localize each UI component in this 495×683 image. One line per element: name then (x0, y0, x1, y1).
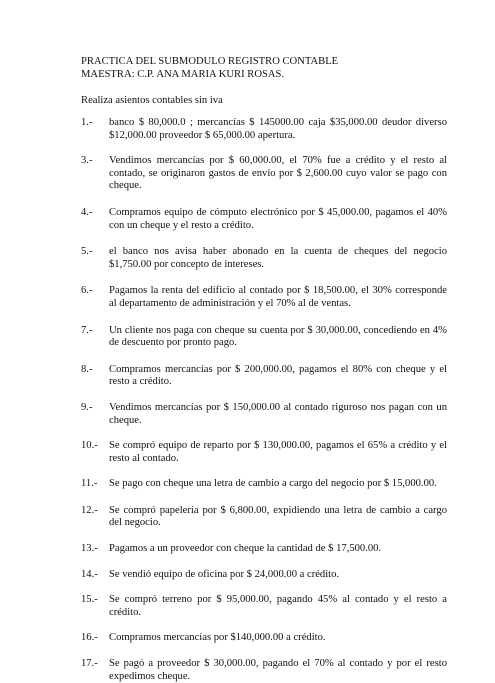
exercise-number: 7.- (81, 324, 93, 336)
exercise-text: Pagamos a un proveedor con cheque la cantidad de $ 17,500.00. (109, 543, 382, 555)
exercise-item (81, 207, 447, 232)
exercise-item (81, 402, 447, 427)
exercise-text: banco $ 80,000.0 ; mercancías $ 145000.00 caja $35,000.00 deudor diverso $12,000.00 proveedor $ 65,000.00 apertura. (109, 117, 447, 141)
exercise-number: 11.- (81, 478, 98, 490)
exercise-item (81, 478, 447, 491)
exercise-text: Compramos mercancías por $140,000.00 a crédito. (109, 632, 326, 644)
exercise-list (81, 117, 447, 683)
exercise-text: Se compró papelería por $ 6,800.00, expidiendo una letra de cambio a cargo del negocio. (109, 504, 447, 529)
exercise-number: 14.- (81, 568, 98, 580)
exercise-item (81, 594, 447, 619)
header-title: PRACTICA DEL SUBMODULO REGISTRO CONTABLE (81, 56, 339, 67)
exercise-text: Se vendió equipo de oficina por $ 24,000.00 a crédito. (109, 568, 340, 580)
exercise-item (81, 632, 447, 645)
exercise-item (81, 155, 447, 193)
exercise-number: 16.- (81, 632, 98, 644)
exercise-text: Un cliente nos paga con cheque su cuenta por $ 30,000.00, concediendo en 4% de descuento por pronto pago. (109, 324, 447, 349)
exercise-number: 10.- (81, 440, 98, 452)
exercise-text: Vendimos mercancías por $ 60,000.00, el 70% fue a crédito y el resto al contado, se originaron gastos de envío por $ 2,600.00 cuyo valor se pago con cheque. (109, 155, 447, 192)
document-header (81, 56, 441, 81)
exercise-number: 3.- (81, 155, 93, 167)
exercise-item (81, 285, 447, 310)
exercise-item (81, 364, 447, 389)
exercise-number: 12.- (81, 504, 98, 516)
exercise-item (81, 246, 447, 271)
exercise-text: Pagamos la renta del edificio al contado por $ 18,500.00, el 30% corresponde al departamento de administración y el 70% al de ventas. (109, 285, 447, 309)
exercise-number: 6.- (81, 285, 93, 297)
exercise-text: Se compró terreno por $ 95,000.00, pagando 45% al contado y el resto a crédito. (109, 594, 447, 618)
exercise-text: Vendimos mercancías por $ 150,000.00 al contado riguroso nos pagan con un cheque. (109, 401, 447, 426)
header-teacher: MAESTRA: C.P. ANA MARIA KURI ROSAS. (81, 68, 285, 80)
exercise-item (81, 658, 447, 683)
exercise-item (81, 117, 447, 142)
exercise-text: Compramos equipo de cómputo electrónico por $ 45,000.00, pagamos el 40% con un cheque y el resto a crédito. (109, 206, 447, 231)
exercise-number: 4.- (81, 206, 93, 218)
exercise-number: 13.- (81, 543, 98, 555)
exercise-text: Compramos mercancías por $ 200,000.00, pagamos el 80% con cheque y el resto a crédito. (109, 363, 447, 388)
exercise-number: 17.- (81, 658, 98, 670)
exercise-number: 8.- (81, 363, 93, 375)
exercise-item (81, 440, 447, 465)
instruction-text: Realiza asientos contables sin iva (81, 95, 223, 106)
exercise-number: 1.- (81, 117, 93, 128)
exercise-text: el banco nos avisa haber abonado en la cuenta de cheques del negocio $1,750.00 por concepto de intereses. (109, 246, 447, 270)
exercise-number: 15.- (81, 594, 98, 606)
exercise-item (81, 505, 447, 530)
exercise-number: 9.- (81, 401, 93, 413)
exercise-text: Se compró equipo de reparto por $ 130,000.00, pagamos el 65% a crédito y el resto al contado. (109, 440, 447, 464)
exercise-number: 5.- (81, 246, 93, 258)
exercise-item (81, 543, 447, 556)
exercise-item (81, 325, 447, 350)
exercise-text: Se pago con cheque una letra de cambio a cargo del negocio por $ 15,000.00. (109, 478, 437, 490)
exercise-text: Se pagó a proveedor $ 30,000.00, pagando el 70% al contado y por el resto expedimos cheque. (109, 658, 447, 682)
exercise-item (81, 569, 447, 582)
